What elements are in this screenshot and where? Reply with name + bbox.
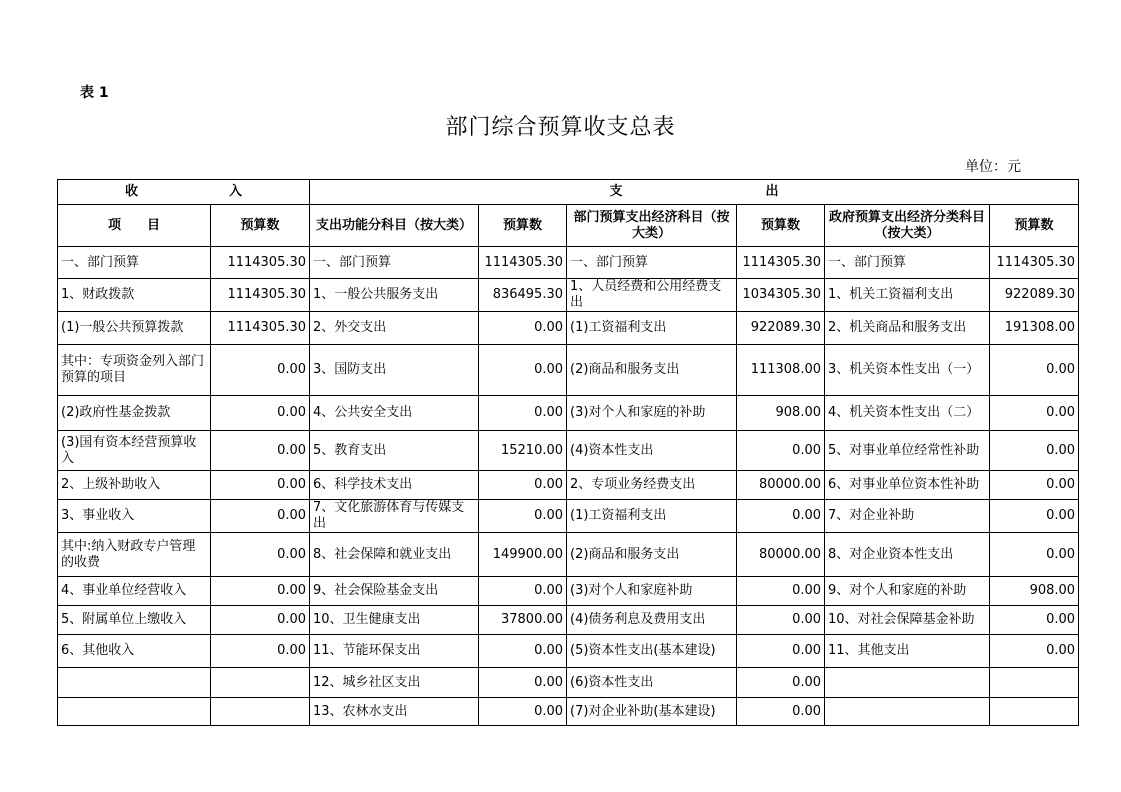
table-row <box>58 668 1079 698</box>
column-header-dept-economic-subject: 部门预算支出经济科目（按大类） <box>567 205 737 247</box>
gov-economic-subject-cell: 11、其他支出 <box>825 635 990 668</box>
gov-economic-budget-cell <box>990 668 1079 698</box>
function-budget-cell: 149900.00 <box>479 533 567 577</box>
table-row <box>58 500 1079 533</box>
gov-economic-subject-cell <box>825 698 990 726</box>
gov-economic-subject-cell: 8、对企业资本性支出 <box>825 533 990 577</box>
function-subject-cell: 11、节能环保支出 <box>310 635 479 668</box>
unit-label: 单位：元 <box>965 159 1021 175</box>
dept-economic-budget-cell: 1034305.30 <box>737 279 825 312</box>
income-item-cell: (1)一般公共预算拨款 <box>58 312 211 345</box>
income-budget-cell: 0.00 <box>211 577 310 606</box>
income-item-cell: 1、财政拨款 <box>58 279 211 312</box>
gov-economic-budget-cell: 0.00 <box>990 471 1079 500</box>
income-item-cell <box>58 698 211 726</box>
dept-economic-subject-cell: 一、部门预算 <box>567 247 737 279</box>
dept-economic-subject-cell: 1、人员经费和公用经费支出 <box>567 279 737 312</box>
table-row <box>58 312 1079 345</box>
dept-economic-budget-cell: 0.00 <box>737 577 825 606</box>
income-budget-cell: 1114305.30 <box>211 312 310 345</box>
dept-economic-budget-cell: 0.00 <box>737 431 825 471</box>
function-budget-cell: 0.00 <box>479 635 567 668</box>
gov-economic-subject-cell: 10、对社会保障基金补助 <box>825 606 990 635</box>
function-budget-cell: 0.00 <box>479 312 567 345</box>
income-budget-cell: 0.00 <box>211 471 310 500</box>
function-subject-cell: 一、部门预算 <box>310 247 479 279</box>
income-budget-cell <box>211 698 310 726</box>
income-budget-cell: 0.00 <box>211 500 310 533</box>
table-row <box>58 396 1079 431</box>
income-item-cell: 4、事业单位经营收入 <box>58 577 211 606</box>
budget-table <box>57 179 1079 726</box>
function-budget-cell: 0.00 <box>479 577 567 606</box>
dept-economic-budget-cell: 908.00 <box>737 396 825 431</box>
income-item-cell: (2)政府性基金拨款 <box>58 396 211 431</box>
income-item-cell <box>58 668 211 698</box>
income-item-cell: 5、附属单位上缴收入 <box>58 606 211 635</box>
table-row <box>58 698 1079 726</box>
income-item-cell: 3、事业收入 <box>58 500 211 533</box>
income-budget-cell: 0.00 <box>211 431 310 471</box>
column-header-gov-economic-subject: 政府预算支出经济分类科目（按大类） <box>825 205 990 247</box>
function-budget-cell: 1114305.30 <box>479 247 567 279</box>
gov-economic-budget-cell: 0.00 <box>990 396 1079 431</box>
function-budget-cell: 15210.00 <box>479 431 567 471</box>
income-item-cell: 6、其他收入 <box>58 635 211 668</box>
dept-economic-subject-cell: (7)对企业补助(基本建设) <box>567 698 737 726</box>
function-subject-cell: 1、一般公共服务支出 <box>310 279 479 312</box>
table-row <box>58 606 1079 635</box>
gov-economic-budget-cell: 908.00 <box>990 577 1079 606</box>
gov-economic-subject-cell: 1、机关工资福利支出 <box>825 279 990 312</box>
column-header-budget: 预算数 <box>479 205 567 247</box>
dept-economic-budget-cell: 1114305.30 <box>737 247 825 279</box>
column-header-row <box>58 205 1079 247</box>
function-budget-cell: 0.00 <box>479 396 567 431</box>
dept-economic-budget-cell: 0.00 <box>737 500 825 533</box>
function-subject-cell: 8、社会保障和就业支出 <box>310 533 479 577</box>
function-budget-cell: 0.00 <box>479 668 567 698</box>
function-subject-cell: 3、国防支出 <box>310 345 479 396</box>
table-row <box>58 247 1079 279</box>
gov-economic-budget-cell: 0.00 <box>990 635 1079 668</box>
income-budget-cell: 0.00 <box>211 533 310 577</box>
dept-economic-subject-cell: (4)资本性支出 <box>567 431 737 471</box>
income-section-header: 收 入 <box>58 180 310 205</box>
dept-economic-subject-cell: (2)商品和服务支出 <box>567 533 737 577</box>
gov-economic-subject-cell <box>825 668 990 698</box>
dept-economic-subject-cell: (2)商品和服务支出 <box>567 345 737 396</box>
dept-economic-budget-cell: 0.00 <box>737 698 825 726</box>
function-subject-cell: 13、农林水支出 <box>310 698 479 726</box>
section-header-row <box>58 180 1079 205</box>
income-budget-cell: 0.00 <box>211 345 310 396</box>
expense-section-header: 支 出 <box>310 180 1079 205</box>
gov-economic-subject-cell: 2、机关商品和服务支出 <box>825 312 990 345</box>
dept-economic-budget-cell: 922089.30 <box>737 312 825 345</box>
column-header-function-subject: 支出功能分科目（按大类） <box>310 205 479 247</box>
table-row <box>58 279 1079 312</box>
income-budget-cell: 0.00 <box>211 606 310 635</box>
dept-economic-budget-cell: 80000.00 <box>737 471 825 500</box>
income-budget-cell: 0.00 <box>211 635 310 668</box>
function-subject-cell: 4、公共安全支出 <box>310 396 479 431</box>
gov-economic-budget-cell: 1114305.30 <box>990 247 1079 279</box>
gov-economic-subject-cell: 5、对事业单位经常性补助 <box>825 431 990 471</box>
function-subject-cell: 12、城乡社区支出 <box>310 668 479 698</box>
page-title: 部门综合预算收支总表 <box>445 115 676 140</box>
table-row <box>58 431 1079 471</box>
dept-economic-subject-cell: (1)工资福利支出 <box>567 312 737 345</box>
function-budget-cell: 0.00 <box>479 345 567 396</box>
function-subject-cell: 9、社会保险基金支出 <box>310 577 479 606</box>
gov-economic-budget-cell: 0.00 <box>990 431 1079 471</box>
table-row <box>58 471 1079 500</box>
dept-economic-subject-cell: (3)对个人和家庭的补助 <box>567 396 737 431</box>
function-budget-cell: 836495.30 <box>479 279 567 312</box>
dept-economic-budget-cell: 0.00 <box>737 606 825 635</box>
gov-economic-subject-cell: 6、对事业单位资本性补助 <box>825 471 990 500</box>
dept-economic-subject-cell: 2、专项业务经费支出 <box>567 471 737 500</box>
dept-economic-subject-cell: (3)对个人和家庭补助 <box>567 577 737 606</box>
gov-economic-subject-cell: 9、对个人和家庭的补助 <box>825 577 990 606</box>
dept-economic-budget-cell: 0.00 <box>737 635 825 668</box>
column-header-item: 项 目 <box>58 205 211 247</box>
function-budget-cell: 37800.00 <box>479 606 567 635</box>
gov-economic-subject-cell: 7、对企业补助 <box>825 500 990 533</box>
function-budget-cell: 0.00 <box>479 471 567 500</box>
gov-economic-budget-cell: 0.00 <box>990 606 1079 635</box>
gov-economic-subject-cell: 3、机关资本性支出（一） <box>825 345 990 396</box>
gov-economic-budget-cell <box>990 698 1079 726</box>
dept-economic-subject-cell: (4)债务利息及费用支出 <box>567 606 737 635</box>
dept-economic-budget-cell: 0.00 <box>737 668 825 698</box>
column-header-budget: 预算数 <box>737 205 825 247</box>
gov-economic-budget-cell: 0.00 <box>990 533 1079 577</box>
gov-economic-budget-cell: 0.00 <box>990 345 1079 396</box>
column-header-budget: 预算数 <box>211 205 310 247</box>
income-item-cell: 其中:纳入财政专户管理的收费 <box>58 533 211 577</box>
dept-economic-subject-cell: (1)工资福利支出 <box>567 500 737 533</box>
function-budget-cell: 0.00 <box>479 500 567 533</box>
table-row <box>58 635 1079 668</box>
income-item-cell: (3)国有资本经营预算收入 <box>58 431 211 471</box>
income-item-cell: 一、部门预算 <box>58 247 211 279</box>
income-item-cell: 2、上级补助收入 <box>58 471 211 500</box>
gov-economic-budget-cell: 191308.00 <box>990 312 1079 345</box>
table-row <box>58 345 1079 396</box>
function-budget-cell: 0.00 <box>479 698 567 726</box>
function-subject-cell: 10、卫生健康支出 <box>310 606 479 635</box>
dept-economic-subject-cell: (6)资本性支出 <box>567 668 737 698</box>
column-header-budget: 预算数 <box>990 205 1079 247</box>
gov-economic-budget-cell: 0.00 <box>990 500 1079 533</box>
function-subject-cell: 6、科学技术支出 <box>310 471 479 500</box>
dept-economic-budget-cell: 111308.00 <box>737 345 825 396</box>
function-subject-cell: 2、外交支出 <box>310 312 479 345</box>
income-budget-cell: 1114305.30 <box>211 279 310 312</box>
income-budget-cell: 1114305.30 <box>211 247 310 279</box>
dept-economic-subject-cell: (5)资本性支出(基本建设) <box>567 635 737 668</box>
function-subject-cell: 5、教育支出 <box>310 431 479 471</box>
gov-economic-budget-cell: 922089.30 <box>990 279 1079 312</box>
gov-economic-subject-cell: 一、部门预算 <box>825 247 990 279</box>
table-row <box>58 577 1079 606</box>
income-budget-cell <box>211 668 310 698</box>
table-row <box>58 533 1079 577</box>
dept-economic-budget-cell: 80000.00 <box>737 533 825 577</box>
income-budget-cell: 0.00 <box>211 396 310 431</box>
gov-economic-subject-cell: 4、机关资本性支出（二） <box>825 396 990 431</box>
table-number: 表 1 <box>80 85 109 101</box>
income-item-cell: 其中：专项资金列入部门预算的项目 <box>58 345 211 396</box>
function-subject-cell: 7、文化旅游体育与传媒支出 <box>310 500 479 533</box>
